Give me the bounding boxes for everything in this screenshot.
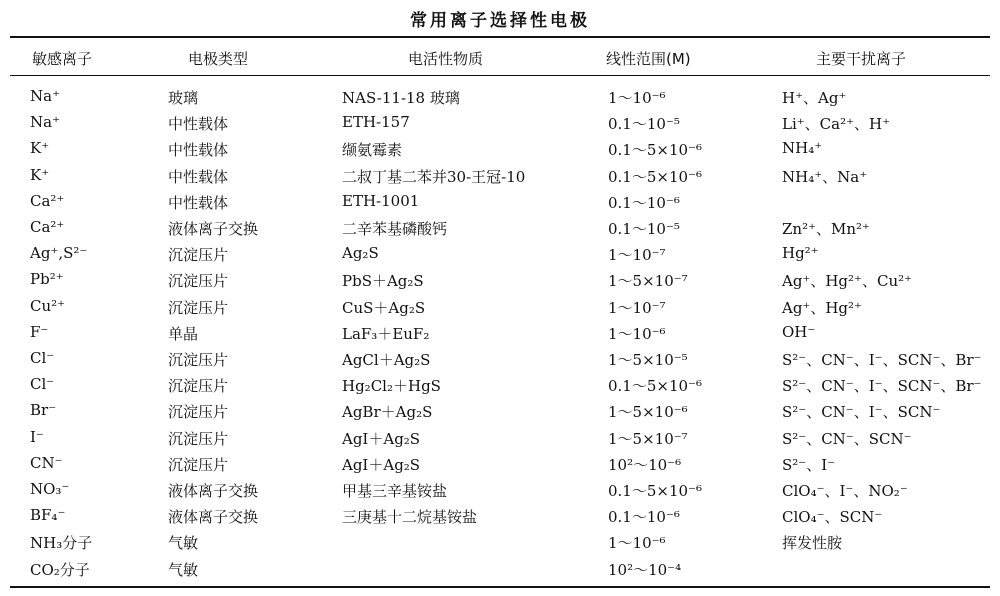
cell-sensitive-ion: K⁺ — [30, 165, 50, 184]
top-rule — [10, 36, 990, 38]
cell-sensitive-ion: Cl⁻ — [30, 375, 55, 394]
cell-sensitive-ion: Ca²⁺ — [30, 191, 65, 210]
cell-active-material: LaF₃＋EuF₂ — [342, 324, 430, 343]
cell-interfering-ions: Zn²⁺、Mn²⁺ — [782, 220, 870, 238]
cell-active-material: PbS＋Ag₂S — [342, 272, 424, 291]
cell-active-material: AgI＋Ag₂S — [342, 429, 421, 448]
header-linear-range: 线性范围(M) — [606, 50, 691, 68]
cell-linear-range: 10²～10⁻⁶ — [608, 455, 682, 474]
cell-electrode-type: 中性载体 — [168, 193, 229, 212]
cell-sensitive-ion: NO₃⁻ — [30, 480, 70, 498]
cell-linear-range: 10²～10⁻⁴ — [608, 560, 682, 579]
cell-active-material: Ag₂S — [342, 244, 379, 263]
cell-active-material: AgI＋Ag₂S — [342, 455, 421, 474]
cell-electrode-type: 沉淀压片 — [168, 351, 229, 369]
cell-active-material: AgCl＋Ag₂S — [342, 351, 431, 369]
cell-linear-range: 0.1～5×10⁻⁶ — [608, 482, 702, 500]
cell-sensitive-ion: Na⁺ — [30, 87, 60, 105]
cell-linear-range: 0.1～5×10⁻⁶ — [608, 377, 702, 396]
cell-sensitive-ion: Ag⁺,S²⁻ — [30, 244, 88, 263]
cell-interfering-ions: S²⁻、CN⁻、I⁻、SCN⁻、Br⁻ — [782, 377, 982, 396]
cell-electrode-type: 气敏 — [168, 560, 199, 579]
cell-electrode-type: 液体离子交换 — [168, 508, 259, 527]
cell-linear-range: 1～5×10⁻⁷ — [608, 272, 688, 291]
cell-electrode-type: 沉淀压片 — [168, 298, 229, 317]
cell-electrode-type: 玻璃 — [168, 89, 199, 107]
cell-sensitive-ion: K⁺ — [30, 139, 50, 158]
cell-sensitive-ion: Ca²⁺ — [30, 218, 65, 236]
cell-electrode-type: 沉淀压片 — [168, 377, 229, 396]
cell-electrode-type: 气敏 — [168, 534, 199, 553]
cell-interfering-ions: S²⁻、I⁻ — [782, 455, 836, 474]
cell-linear-range: 1～10⁻⁶ — [608, 534, 666, 553]
cell-linear-range: 1～10⁻⁷ — [608, 246, 666, 265]
cell-sensitive-ion: BF₄⁻ — [30, 506, 66, 525]
cell-active-material: Hg₂Cl₂＋HgS — [342, 377, 441, 396]
cell-electrode-type: 沉淀压片 — [168, 403, 229, 422]
header-electrode-type: 电极类型 — [188, 50, 249, 68]
cell-electrode-type: 液体离子交换 — [168, 482, 259, 500]
cell-linear-range: 0.1～10⁻⁵ — [608, 220, 680, 238]
cell-active-material: ETH-1001 — [342, 191, 420, 210]
cell-interfering-ions: 挥发性胺 — [782, 534, 843, 553]
cell-electrode-type: 沉淀压片 — [168, 455, 229, 474]
cell-linear-range: 0.1～10⁻⁶ — [608, 508, 680, 527]
header-active-material: 电活性物质 — [408, 50, 484, 68]
cell-interfering-ions: ClO₄⁻、I⁻、NO₂⁻ — [782, 482, 908, 500]
cell-sensitive-ion: CN⁻ — [30, 453, 63, 472]
cell-interfering-ions: Ag⁺、Hg²⁺ — [782, 298, 862, 317]
cell-linear-range: 0.1～5×10⁻⁶ — [608, 141, 702, 160]
table-header — [10, 48, 990, 68]
cell-interfering-ions: S²⁻、CN⁻、SCN⁻ — [782, 429, 912, 448]
cell-electrode-type: 沉淀压片 — [168, 272, 229, 291]
table-title: 常用离子选择性电极 — [410, 11, 590, 31]
cell-active-material: 缬氨霉素 — [342, 141, 403, 160]
cell-linear-range: 1～5×10⁻⁷ — [608, 429, 688, 448]
cell-linear-range: 1～10⁻⁶ — [608, 324, 666, 343]
cell-active-material: 三庚基十二烷基铵盐 — [342, 508, 478, 527]
cell-electrode-type: 沉淀压片 — [168, 429, 229, 448]
cell-sensitive-ion: NH₃分子 — [30, 534, 93, 553]
cell-active-material: NAS-11-18 玻璃 — [342, 89, 460, 107]
cell-interfering-ions: S²⁻、CN⁻、I⁻、SCN⁻ — [782, 403, 941, 422]
cell-sensitive-ion: CO₂分子 — [30, 560, 90, 579]
cell-interfering-ions: S²⁻、CN⁻、I⁻、SCN⁻、Br⁻ — [782, 351, 982, 369]
cell-interfering-ions: Li⁺、Ca²⁺、H⁺ — [782, 115, 891, 134]
cell-sensitive-ion: Na⁺ — [30, 113, 60, 132]
cell-active-material: CuS＋Ag₂S — [342, 298, 426, 317]
cell-interfering-ions: Hg²⁺ — [782, 244, 819, 263]
cell-sensitive-ion: I⁻ — [30, 427, 44, 446]
cell-sensitive-ion: Cu²⁺ — [30, 296, 66, 315]
cell-linear-range: 0.1～10⁻⁶ — [608, 193, 680, 212]
cell-electrode-type: 中性载体 — [168, 167, 229, 186]
cell-linear-range: 1～5×10⁻⁶ — [608, 403, 688, 422]
cell-electrode-type: 沉淀压片 — [168, 246, 229, 265]
cell-interfering-ions: H⁺、Ag⁺ — [782, 89, 847, 107]
cell-linear-range: 0.1～10⁻⁵ — [608, 115, 680, 134]
cell-active-material: AgBr＋Ag₂S — [342, 403, 433, 422]
cell-active-material: 甲基三辛基铵盐 — [342, 482, 448, 500]
cell-sensitive-ion: Br⁻ — [30, 401, 57, 420]
cell-sensitive-ion: F⁻ — [30, 322, 49, 341]
cell-electrode-type: 液体离子交换 — [168, 220, 259, 238]
cell-electrode-type: 中性载体 — [168, 141, 229, 160]
cell-interfering-ions: NH₄⁺、Na⁺ — [782, 167, 868, 186]
cell-active-material: ETH-157 — [342, 113, 410, 132]
cell-electrode-type: 中性载体 — [168, 115, 229, 134]
bottom-rule — [10, 586, 990, 588]
cell-active-material: 二辛苯基磷酸钙 — [342, 220, 448, 238]
cell-linear-range: 1～10⁻⁶ — [608, 89, 666, 107]
header-sensitive-ion: 敏感离子 — [32, 50, 93, 68]
cell-sensitive-ion: Pb²⁺ — [30, 270, 64, 289]
cell-electrode-type: 单晶 — [168, 324, 199, 343]
cell-interfering-ions: Ag⁺、Hg²⁺、Cu²⁺ — [782, 272, 913, 291]
header-interfering-ions: 主要干扰离子 — [816, 50, 907, 68]
cell-interfering-ions: NH₄⁺ — [782, 139, 823, 158]
cell-interfering-ions: ClO₄⁻、SCN⁻ — [782, 508, 883, 527]
cell-linear-range: 0.1～5×10⁻⁶ — [608, 167, 702, 186]
cell-interfering-ions: OH⁻ — [782, 322, 816, 341]
cell-linear-range: 1～10⁻⁷ — [608, 298, 666, 317]
cell-active-material: 二叔丁基二苯并30-王冠-10 — [342, 167, 526, 186]
cell-sensitive-ion: Cl⁻ — [30, 349, 55, 367]
header-rule — [10, 75, 990, 76]
cell-linear-range: 1～5×10⁻⁵ — [608, 351, 688, 369]
